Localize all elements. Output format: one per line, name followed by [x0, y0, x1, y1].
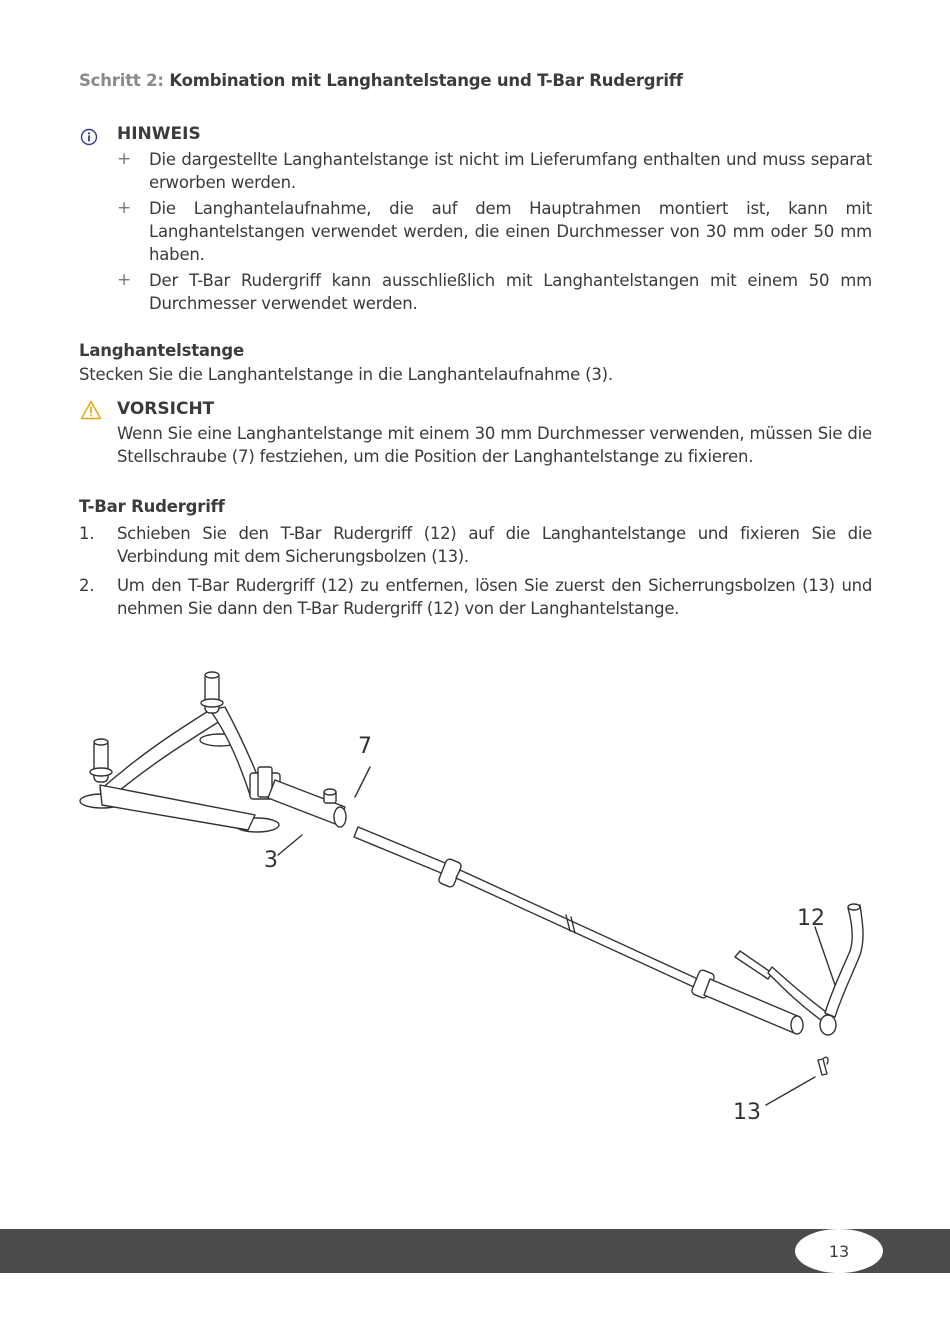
bullet-symbol: + — [117, 149, 132, 169]
hinweis-list — [117, 148, 872, 318]
list-item: + Der T-Bar Rudergriff kann ausschließlich mit Langhantelstangen mit einem 50 mm Durchmesser verwendet werden. — [117, 270, 872, 313]
page-number: 13 — [795, 1229, 883, 1273]
list-item: + Die Langhantelaufnahme, die auf dem Hauptrahmen montiert ist, kann mit Langhantelstangen verwendet werden, die einen Durchmesser von 30 mm oder 50 mm haben. — [117, 198, 872, 264]
langhantel-heading: Langhantelstange — [79, 341, 244, 360]
bullet-symbol: + — [117, 270, 132, 290]
list-item: 1. Schieben Sie den T-Bar Rudergriff (12) auf die Langhantelstange und fixieren Sie die Verbindung mit dem Sicherungsbolzen (13). — [79, 524, 872, 566]
tbar-steps — [79, 522, 872, 626]
base-frame — [80, 672, 279, 832]
vorsicht-title: VORSICHT — [117, 399, 215, 419]
step-prefix: Schritt 2: — [79, 71, 164, 90]
hinweis-title: HINWEIS — [117, 124, 201, 144]
hinweis-block — [79, 124, 872, 324]
assembly-diagram — [70, 655, 890, 1155]
step-number: 2. — [79, 576, 95, 595]
langhantel-text: Stecken Sie die Langhantelstange in die Langhantelaufnahme (3). — [79, 365, 613, 384]
tbar-heading: T-Bar Rudergriff — [79, 497, 225, 516]
callout-7: 7 — [358, 734, 372, 759]
vorsicht-text: Wenn Sie eine Langhantelstange mit einem 30 mm Durchmesser verwenden, müssen Sie die Stellschraube (7) festziehen, um die Position der Langhantelstange zu fixieren. — [117, 424, 872, 466]
step-heading — [79, 71, 683, 90]
list-item: 2. Um den T-Bar Rudergriff (12) zu entfernen, lösen Sie zuerst den Sicherrungsbolzen (13) und nehmen Sie dann den T-Bar Rudergriff (12) von der Langhantelstange. — [79, 576, 872, 618]
locking-pin — [818, 1057, 828, 1075]
callout-13: 13 — [733, 1100, 761, 1125]
step-title: Kombination mit Langhantelstange und T-Bar Rudergriff — [169, 71, 683, 90]
bullet-symbol: + — [117, 198, 132, 218]
step-number: 1. — [79, 524, 95, 543]
callout-3: 3 — [264, 848, 278, 873]
list-item: + Die dargestellte Langhantelstange ist nicht im Lieferumfang enthalten und muss separat erworben werden. — [117, 149, 872, 192]
info-icon — [80, 128, 98, 146]
warning-icon — [80, 400, 102, 420]
barbell-bar — [354, 827, 803, 1034]
callout-12: 12 — [797, 906, 825, 931]
